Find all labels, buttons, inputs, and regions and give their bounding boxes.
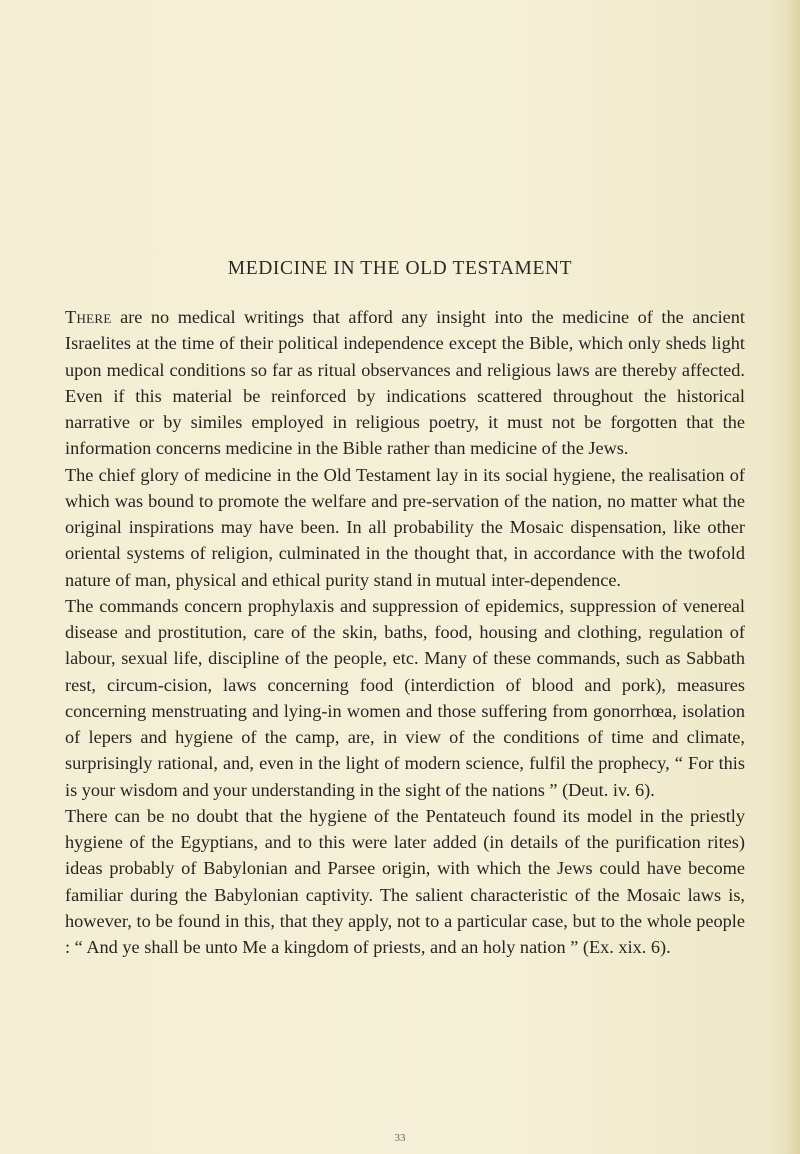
paragraph-2-text: The chief glory of medicine in the Old Testament lay in its social hygiene, the realisation of which was bound to promote the welfare and pre-servation of the nation, no matter what the original inspirations may have been. In all probability the Mosaic dispensation, like other oriental systems of religion, culminated in the thought that, in accordance with the twofold nature of man, physical and ethical purity stand in mutual inter-dependence. xyxy=(65,464,745,590)
chapter-title: MEDICINE IN THE OLD TESTAMENT xyxy=(227,258,573,279)
paragraph-1-text: are no medical writings that afford any insight into the medicine of the ancient Israelites at the time of their political independence except the Bible, which only sheds light upon medical conditions so far as ritual observances and religious laws are thereby affected. Even if this material be reinforced by indications scattered throughout the historical narrative or by similes employed in religious poetry, it must not be forgotten that the information concerns medicine in the Bible rather than medicine of the Jews. xyxy=(65,307,745,459)
paragraph-1 xyxy=(65,304,745,462)
paragraph-4-text: There can be no doubt that the hygiene of the Pentateuch found its model in the priestly hygiene of the Egyptians, and to this were later added (in details of the purification rites) ideas probably of Babylonian and Parsee origin, with which the Jews could have become familiar during the Babylonian captivity. The salient characteristic of the Mosaic laws is, however, to be found in this, that they apply, not to a particular case, but to the whole people : “ And ye shall be unto Me a kingdom of priests, and an holy nation ” (Ex. xix. 6). xyxy=(65,805,745,957)
chapter-body xyxy=(65,304,745,960)
paragraph-2 xyxy=(65,462,745,593)
paragraph-3-text: The commands concern prophylaxis and suppression of epidemics, suppression of venereal disease and prostitution, care of the skin, baths, food, housing and clothing, regulation of labour, sexual life, discipline of the people, etc. Many of these commands, such as Sabbath rest, circum-cision, laws concerning food (interdiction of blood and pork), measures concerning menstruating and lying-in women and those suffering from gonorrhœa, isolation of lepers and hygiene of the camp, are, in view of the conditions of time and climate, surprisingly rational, and, even in the light of modern science, fulfil the prophecy, “ For this is your wisdom and your understanding in the sight of the nations ” (Deut. iv. 6). xyxy=(65,595,745,800)
page-number: 33 xyxy=(394,1132,406,1144)
paragraph-1-lead-word: There xyxy=(65,307,112,327)
paragraph-4 xyxy=(65,803,745,961)
paragraph-3 xyxy=(65,593,745,803)
page-edge-shadow xyxy=(786,0,800,1154)
